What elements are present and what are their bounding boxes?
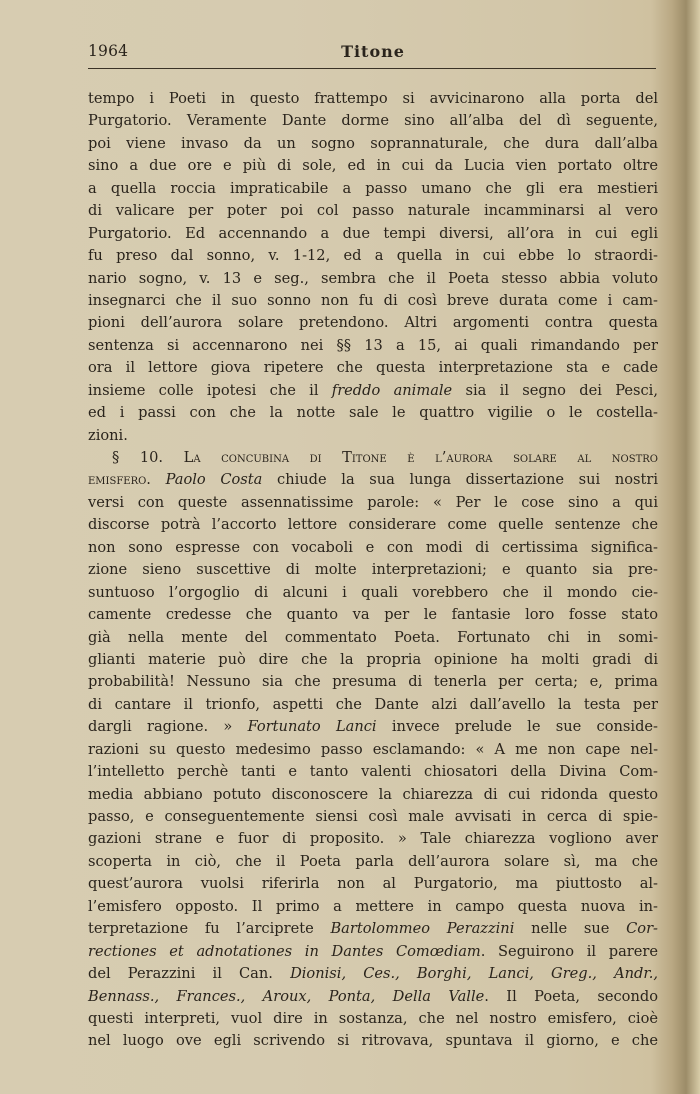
- text-segment: nel luogo ove egli scrivendo si ritrovava, spuntava il giorno, e che: [88, 1032, 658, 1050]
- text-segment: chiude la sua lunga dissertazione sui nostri: [262, 471, 659, 489]
- text-segment: insieme colle ipotesi che il: [88, 381, 332, 399]
- text-line: [88, 223, 658, 245]
- text-line: [88, 200, 658, 222]
- text-line: [88, 604, 658, 626]
- text-segment: dargli ragione. »: [88, 718, 248, 736]
- text-segment: nelle sue: [514, 920, 627, 938]
- text-segment: l’emisfero opposto. Il primo a mettere in campo questa nuova in-: [88, 897, 658, 915]
- text-segment: invece prelude le sue conside-: [376, 718, 658, 736]
- small-caps-text: emisfero.: [88, 471, 151, 489]
- text-segment: di valicare per poter poi col passo naturale incamminarsi al vero: [88, 202, 658, 220]
- text-line: [88, 649, 658, 671]
- text-segment: passo, e conseguentemente siensi così male avvisati in cerca di spie-: [88, 808, 658, 825]
- italic-text: Dionisi, Ces., Borghi, Lanci, Greg., Andr.,: [290, 965, 658, 983]
- text-line: [88, 582, 658, 604]
- text-segment: discorse potrà l’accorto lettore considerare come quelle sentenze che: [88, 516, 658, 534]
- text-segment: [151, 471, 166, 488]
- text-line: [88, 1008, 658, 1030]
- text-segment: Purgatorio. Ed accennando a due tempi diversi, all’ora in cui egli: [88, 224, 658, 242]
- text-segment: non sono espresse con vocaboli e con modi di certissima significa-: [88, 538, 658, 556]
- text-line: [88, 761, 658, 783]
- text-segment: sia il segno dei Pesci,: [452, 381, 658, 399]
- text-line: [88, 178, 658, 200]
- text-line: [88, 110, 658, 132]
- italic-text: Paolo Costa: [165, 471, 263, 489]
- text-segment: Purgatorio. Veramente Dante dorme sino all’alba del dì seguente,: [88, 112, 658, 130]
- text-segment: scoperta in ciò, che il Poeta parla dell’aurora solare sì, ma che: [88, 852, 658, 870]
- text-line: [88, 1030, 658, 1052]
- italic-text: rectiones et adnotationes in Dantes Comœdiam: [88, 942, 481, 960]
- text-line: [88, 425, 658, 447]
- text-segment: pioni dell’aurora solare pretendono. Altri argomenti contra questa: [88, 314, 658, 332]
- text-segment: probabilità! Nessuno sia che presuma di tenerla per certa; e, prima: [88, 673, 658, 691]
- text-line: [88, 469, 658, 491]
- text-line: [88, 514, 658, 536]
- text-segment: versi con queste assennatissime parole: « Per le cose sino a qui: [88, 493, 658, 511]
- text-line: [88, 290, 658, 312]
- page-number: 1964: [88, 42, 129, 60]
- text-line: [88, 828, 658, 850]
- italic-text: Bennass., Frances., Aroux, Ponta, Della Valle: [88, 987, 485, 1005]
- italic-text: Bartolommeo Perazzini: [330, 920, 515, 938]
- text-line: [88, 694, 658, 716]
- text-segment: § 10.: [112, 449, 184, 466]
- text-line: [88, 492, 658, 514]
- text-line: [88, 312, 658, 334]
- text-segment: razioni su questo medesimo passo esclamando: « A me non cape nel-: [88, 740, 658, 758]
- text-segment: gazioni strane e fuor di proposito. » Tale chiarezza vogliono aver: [88, 830, 658, 848]
- text-line: [88, 133, 658, 155]
- text-line: [88, 963, 658, 985]
- text-segment: terpretazione fu l’arciprete: [88, 920, 331, 938]
- text-line: [88, 335, 658, 357]
- text-line: [88, 784, 658, 806]
- text-segment: insegnarci che il suo sonno non fu di così breve durata come i cam-: [88, 291, 658, 309]
- text-segment: fu preso dal sonno, v. 1-12, ed a quella in cui ebbe lo straordi-: [88, 247, 658, 265]
- text-line: [88, 739, 658, 761]
- text-segment: sino a due ore e più di sole, ed in cui da Lucia vien portato oltre: [88, 157, 658, 175]
- italic-text: freddo animale: [331, 381, 453, 399]
- text-segment: di cantare il trionfo, aspetti che Dante alzi dall’avello la testa per: [88, 695, 658, 713]
- text-line: [88, 716, 658, 738]
- italic-text: Cor-: [626, 920, 658, 938]
- text-segment: . Il Poeta, secondo: [484, 987, 658, 1005]
- text-segment: del Perazzini il Can.: [88, 965, 291, 983]
- text-line: [88, 918, 658, 940]
- text-line: [88, 851, 658, 873]
- text-segment: ed i passi con che la notte sale le quattro vigilie o le costella-: [88, 404, 658, 422]
- text-line: [88, 380, 658, 402]
- text-segment: suntuoso l’orgoglio di alcuni i quali vorebbero che il mondo cie-: [88, 583, 658, 601]
- text-line: [88, 537, 658, 559]
- text-segment: ora il lettore giova ripetere che questa interpretazione sta e cade: [88, 359, 658, 377]
- text-line: [88, 671, 658, 693]
- text-segment: sentenza si accennarono nei §§ 13 a 15, ai quali rimandando per: [88, 336, 658, 354]
- italic-text: Fortunato Lanci: [247, 718, 377, 736]
- text-line: [88, 806, 658, 828]
- text-line: [88, 357, 658, 379]
- text-line: [88, 268, 658, 290]
- text-segment: zioni.: [88, 426, 128, 444]
- body-text: [88, 88, 658, 1053]
- text-segment: tempo i Poeti in questo frattempo si avvicinarono alla porta del: [88, 90, 658, 107]
- text-segment: poi viene invaso da un sogno soprannaturale, che dura dall’alba: [88, 134, 658, 152]
- page-header: [88, 42, 658, 66]
- text-line: [88, 559, 658, 581]
- text-line: [88, 627, 658, 649]
- text-segment: a quella roccia impraticabile a passo umano che gli era mestieri: [88, 179, 658, 197]
- text-line: [88, 447, 658, 469]
- text-line: [88, 941, 658, 963]
- text-segment: questi interpreti, vuol dire in sostanza, che nel nostro emisfero, cioè: [88, 1009, 658, 1027]
- text-line: [88, 402, 658, 424]
- text-line: [88, 245, 658, 267]
- text-line: [88, 896, 658, 918]
- text-segment: camente credesse che quanto va per le fantasie loro fosse stato: [88, 606, 658, 624]
- text-segment: nario sogno, v. 13 e seg., sembra che il Poeta stesso abbia voluto: [88, 269, 658, 287]
- text-segment: media abbiano potuto disconoscere la chiarezza di cui ridonda questo: [88, 785, 658, 803]
- text-line: [88, 873, 658, 895]
- text-line: [88, 155, 658, 177]
- text-line: [88, 986, 658, 1008]
- text-segment: già nella mente del commentato Poeta. Fortunato chi in somi-: [88, 628, 658, 646]
- text-segment: zione sieno suscettive di molte interpretazioni; e quanto sia pre-: [88, 561, 658, 579]
- text-line: [88, 88, 658, 110]
- text-segment: . Seguirono il parere: [480, 942, 658, 960]
- text-segment: quest’aurora vuolsi riferirla non al Purgatorio, ma piuttosto al-: [88, 875, 658, 893]
- text-segment: l’intelletto perchè tanti e tanto valenti chiosatori della Divina Com-: [88, 763, 658, 781]
- text-segment: glianti materie può dire che la propria opinione ha molti gradi di: [88, 650, 658, 668]
- header-rule: [88, 68, 656, 69]
- small-caps-text: La concubina di Titone è l’aurora solare al nostro: [183, 449, 658, 466]
- running-title: Titone: [341, 42, 405, 61]
